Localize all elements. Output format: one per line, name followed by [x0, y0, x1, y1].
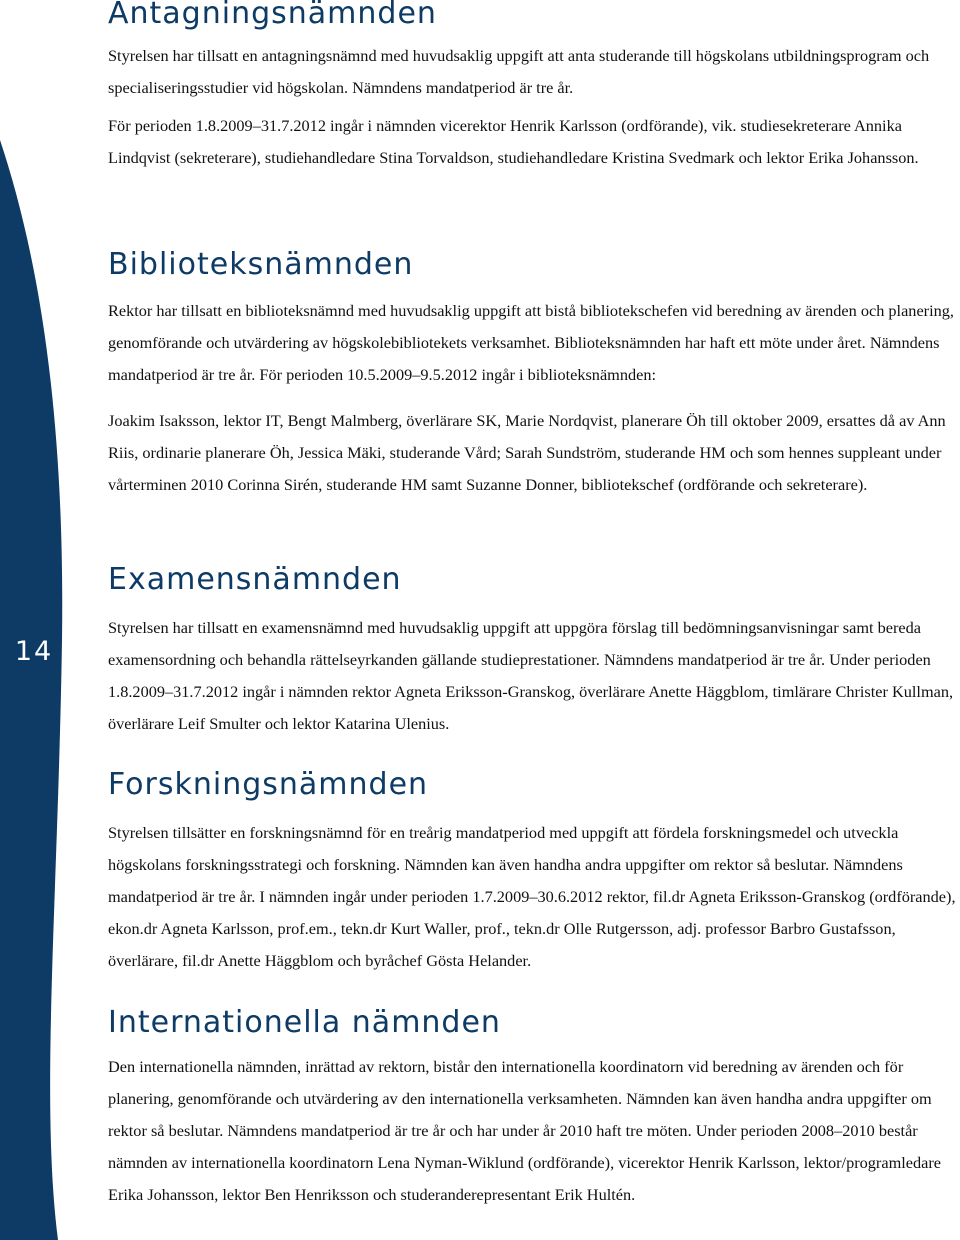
section-paragraph: Rektor har tillsatt en biblioteksnämnd med huvudsaklig uppgift att bistå bibliotekschefen vid beredning av ärenden och planering, genomförande och utvärdering av högskolebibliotekets verksamhet. Biblioteksnämnden har haft ett möte under året. Nämndens mandatperiod är tre år. För perioden 10.5.2009–9.5.2012 ingår i biblioteksnämnden:: [108, 301, 954, 384]
section-paragraph: Joakim Isaksson, lektor IT, Bengt Malmberg, överlärare SK, Marie Nordqvist, planerare Öh till oktober 2009, ersattes då av Ann Riis, ordinarie planerare Öh, Jessica Mäki, studerande Vård; Sarah Sundström, studerande HM och som hennes suppleant under vårterminen 2010 Corinna Sirén, studerande HM samt Suzanne Donner, bibliotekschef (ordförande och sekreterare).: [108, 411, 946, 494]
section-heading: Examensnämnden: [108, 562, 402, 597]
section-internationella-namnden: [108, 1005, 956, 1211]
section-paragraph: Styrelsen tillsätter en forskningsnämnd för en treårig mandatperiod med uppgift att fördela forskningsmedel och utveckla högskolans forskningsstrategi och forskning. Nämnden kan även handha andra uppgifter om rektor så beslutar. Nämndens mandatperiod är tre år. I nämnden ingår under perioden 1.7.2009–30.6.2012 rektor, fil.dr Agneta Eriksson-Granskog (ordförande), ekon.dr Agneta Karlsson, prof.em., tekn.dr Kurt Waller, prof., tekn.dr Olle Rutgersson, adj. professor Barbro Gustafsson, överlärare, fil.dr Anette Häggblom och byråchef Gösta Helander.: [108, 823, 956, 970]
page-edge-band: [0, 0, 80, 1240]
section-heading: Biblioteksnämnden: [108, 247, 414, 282]
section-heading: Internationella nämnden: [108, 1005, 501, 1040]
section-examensnamnden: [108, 562, 956, 740]
section-paragraph: Styrelsen har tillsatt en examensnämnd med huvudsaklig uppgift att uppgöra förslag till bedömningsanvisningar samt bereda examensordning och behandla rättelseyrkanden gällande studieprestationer. Nämndens mandatperiod är tre år. Under perioden 1.8.2009–31.7.2012 ingår i nämnden rektor Agneta Eriksson-Granskog, överlärare Anette Häggblom, timlärare Christer Kullman, överlärare Leif Smulter och lektor Katarina Ulenius.: [108, 618, 954, 733]
section-biblioteksnamnden: [108, 247, 956, 501]
section-paragraph: För perioden 1.8.2009–31.7.2012 ingår i nämnden vicerektor Henrik Karlsson (ordförande), vik. studiesekreterare Annika Lindqvist (sekreterare), studiehandledare Stina Torvaldson, studiehandledare Kristina Svedmark och lektor Erika Johansson.: [108, 116, 919, 167]
section-forskningsnamnden: [108, 767, 956, 977]
page-number: 14: [14, 636, 54, 667]
section-heading: Antagningsnämnden: [108, 0, 437, 31]
section-antagningsnamnden: [108, 0, 956, 174]
section-paragraph: Den internationella nämnden, inrättad av rektorn, bistår den internationella koordinatorn vid beredning av ärenden och för planering, genomförande och utvärdering av den internationella verksamheten. Nämnden kan även handha andra uppgifter om rektor så beslutar. Nämndens mandatperiod är tre år och har under år 2010 haft tre möten. Under perioden 2008–2010 består nämnden av internationella koordinatorn Lena Nyman-Wiklund (ordförande), vicerektor Henrik Karlsson, lektor/programledare Erika Johansson, lektor Ben Henriksson och studeranderepresentant Erik Hultén.: [108, 1057, 942, 1204]
section-heading: Forskningsnämnden: [108, 767, 429, 802]
section-paragraph: Styrelsen har tillsatt en antagningsnämnd med huvudsaklig uppgift att anta studerande till högskolans utbildningsprogram och specialiseringsstudier vid högskolan. Nämndens mandatperiod är tre år.: [108, 46, 930, 97]
